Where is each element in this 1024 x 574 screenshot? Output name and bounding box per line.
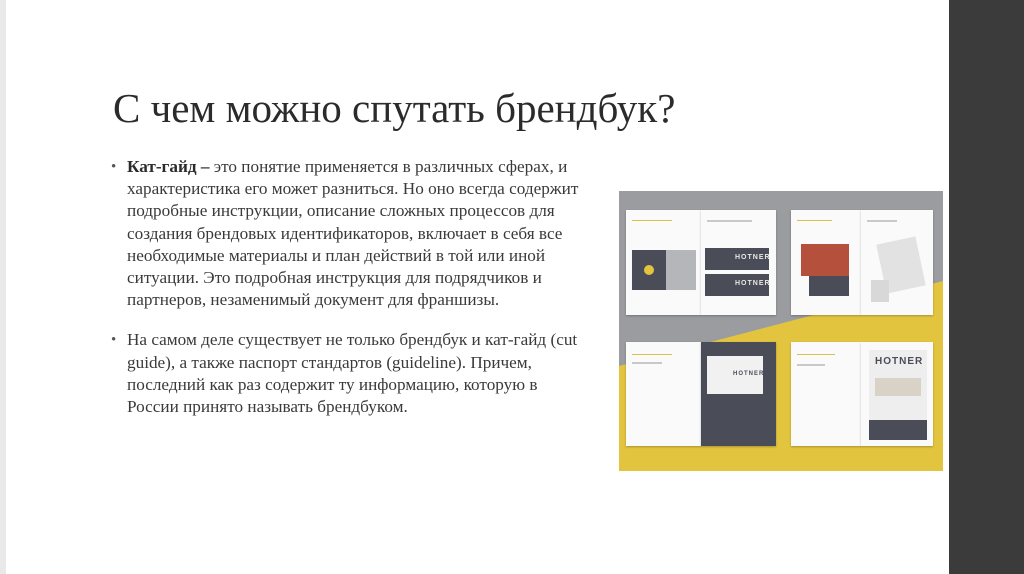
business-card-dark bbox=[705, 248, 769, 270]
bullet-dot: • bbox=[111, 159, 117, 175]
spread-bottom-left-page-2 bbox=[701, 342, 776, 446]
spread-bottom-right-page-2 bbox=[861, 342, 933, 446]
brandbook-pages-image bbox=[619, 191, 943, 471]
hotner-logo: HOTNER bbox=[733, 371, 765, 377]
slide-body bbox=[110, 156, 580, 436]
bullet-lead: Кат-гайд – bbox=[127, 157, 210, 176]
bullet-text: На самом деле существует не только брендбук и кат-гайд (cut guide), а также паспорт стандартов (guideline). Причем, последний как раз содержит ту информацию, которую в России принято называть брендбуком. bbox=[127, 330, 578, 417]
hotner-logo: HOTNER bbox=[735, 280, 771, 287]
dark-photo bbox=[809, 276, 849, 296]
spread-top-right-page-2 bbox=[861, 210, 933, 315]
hotner-logo: HOTNER bbox=[875, 356, 924, 367]
spread-bottom-right-page-1 bbox=[791, 342, 861, 446]
bullet-dot: • bbox=[111, 332, 117, 349]
spread-top-left-page-1 bbox=[626, 210, 701, 315]
bullet-cut-guide bbox=[110, 156, 580, 311]
business-card-dark bbox=[705, 274, 769, 296]
bullet-text: это понятие применяется в различных сферах, и характеристика его может разниться. Но оно всегда содержит подробные инструкции, описание сложных процессов для создания брендовых идентификаторов, включает в себя все необходимые материалы и план действий в той или иной ситуации. Это подробная инструкция для подрядчиков и партнеров, незаменимый документ для франшизы. bbox=[127, 157, 579, 310]
spread-top-left-page-2 bbox=[701, 210, 776, 315]
spread-top-right-page-1 bbox=[791, 210, 861, 315]
slide-left-edge bbox=[0, 0, 6, 574]
bullet-guideline bbox=[110, 329, 580, 418]
slide-title: С чем можно спутать брендбук? bbox=[113, 85, 676, 131]
slide-side-bar bbox=[949, 0, 1024, 574]
hotner-logo: HOTNER bbox=[735, 254, 771, 261]
spread-bottom-left-page-1 bbox=[626, 342, 701, 446]
